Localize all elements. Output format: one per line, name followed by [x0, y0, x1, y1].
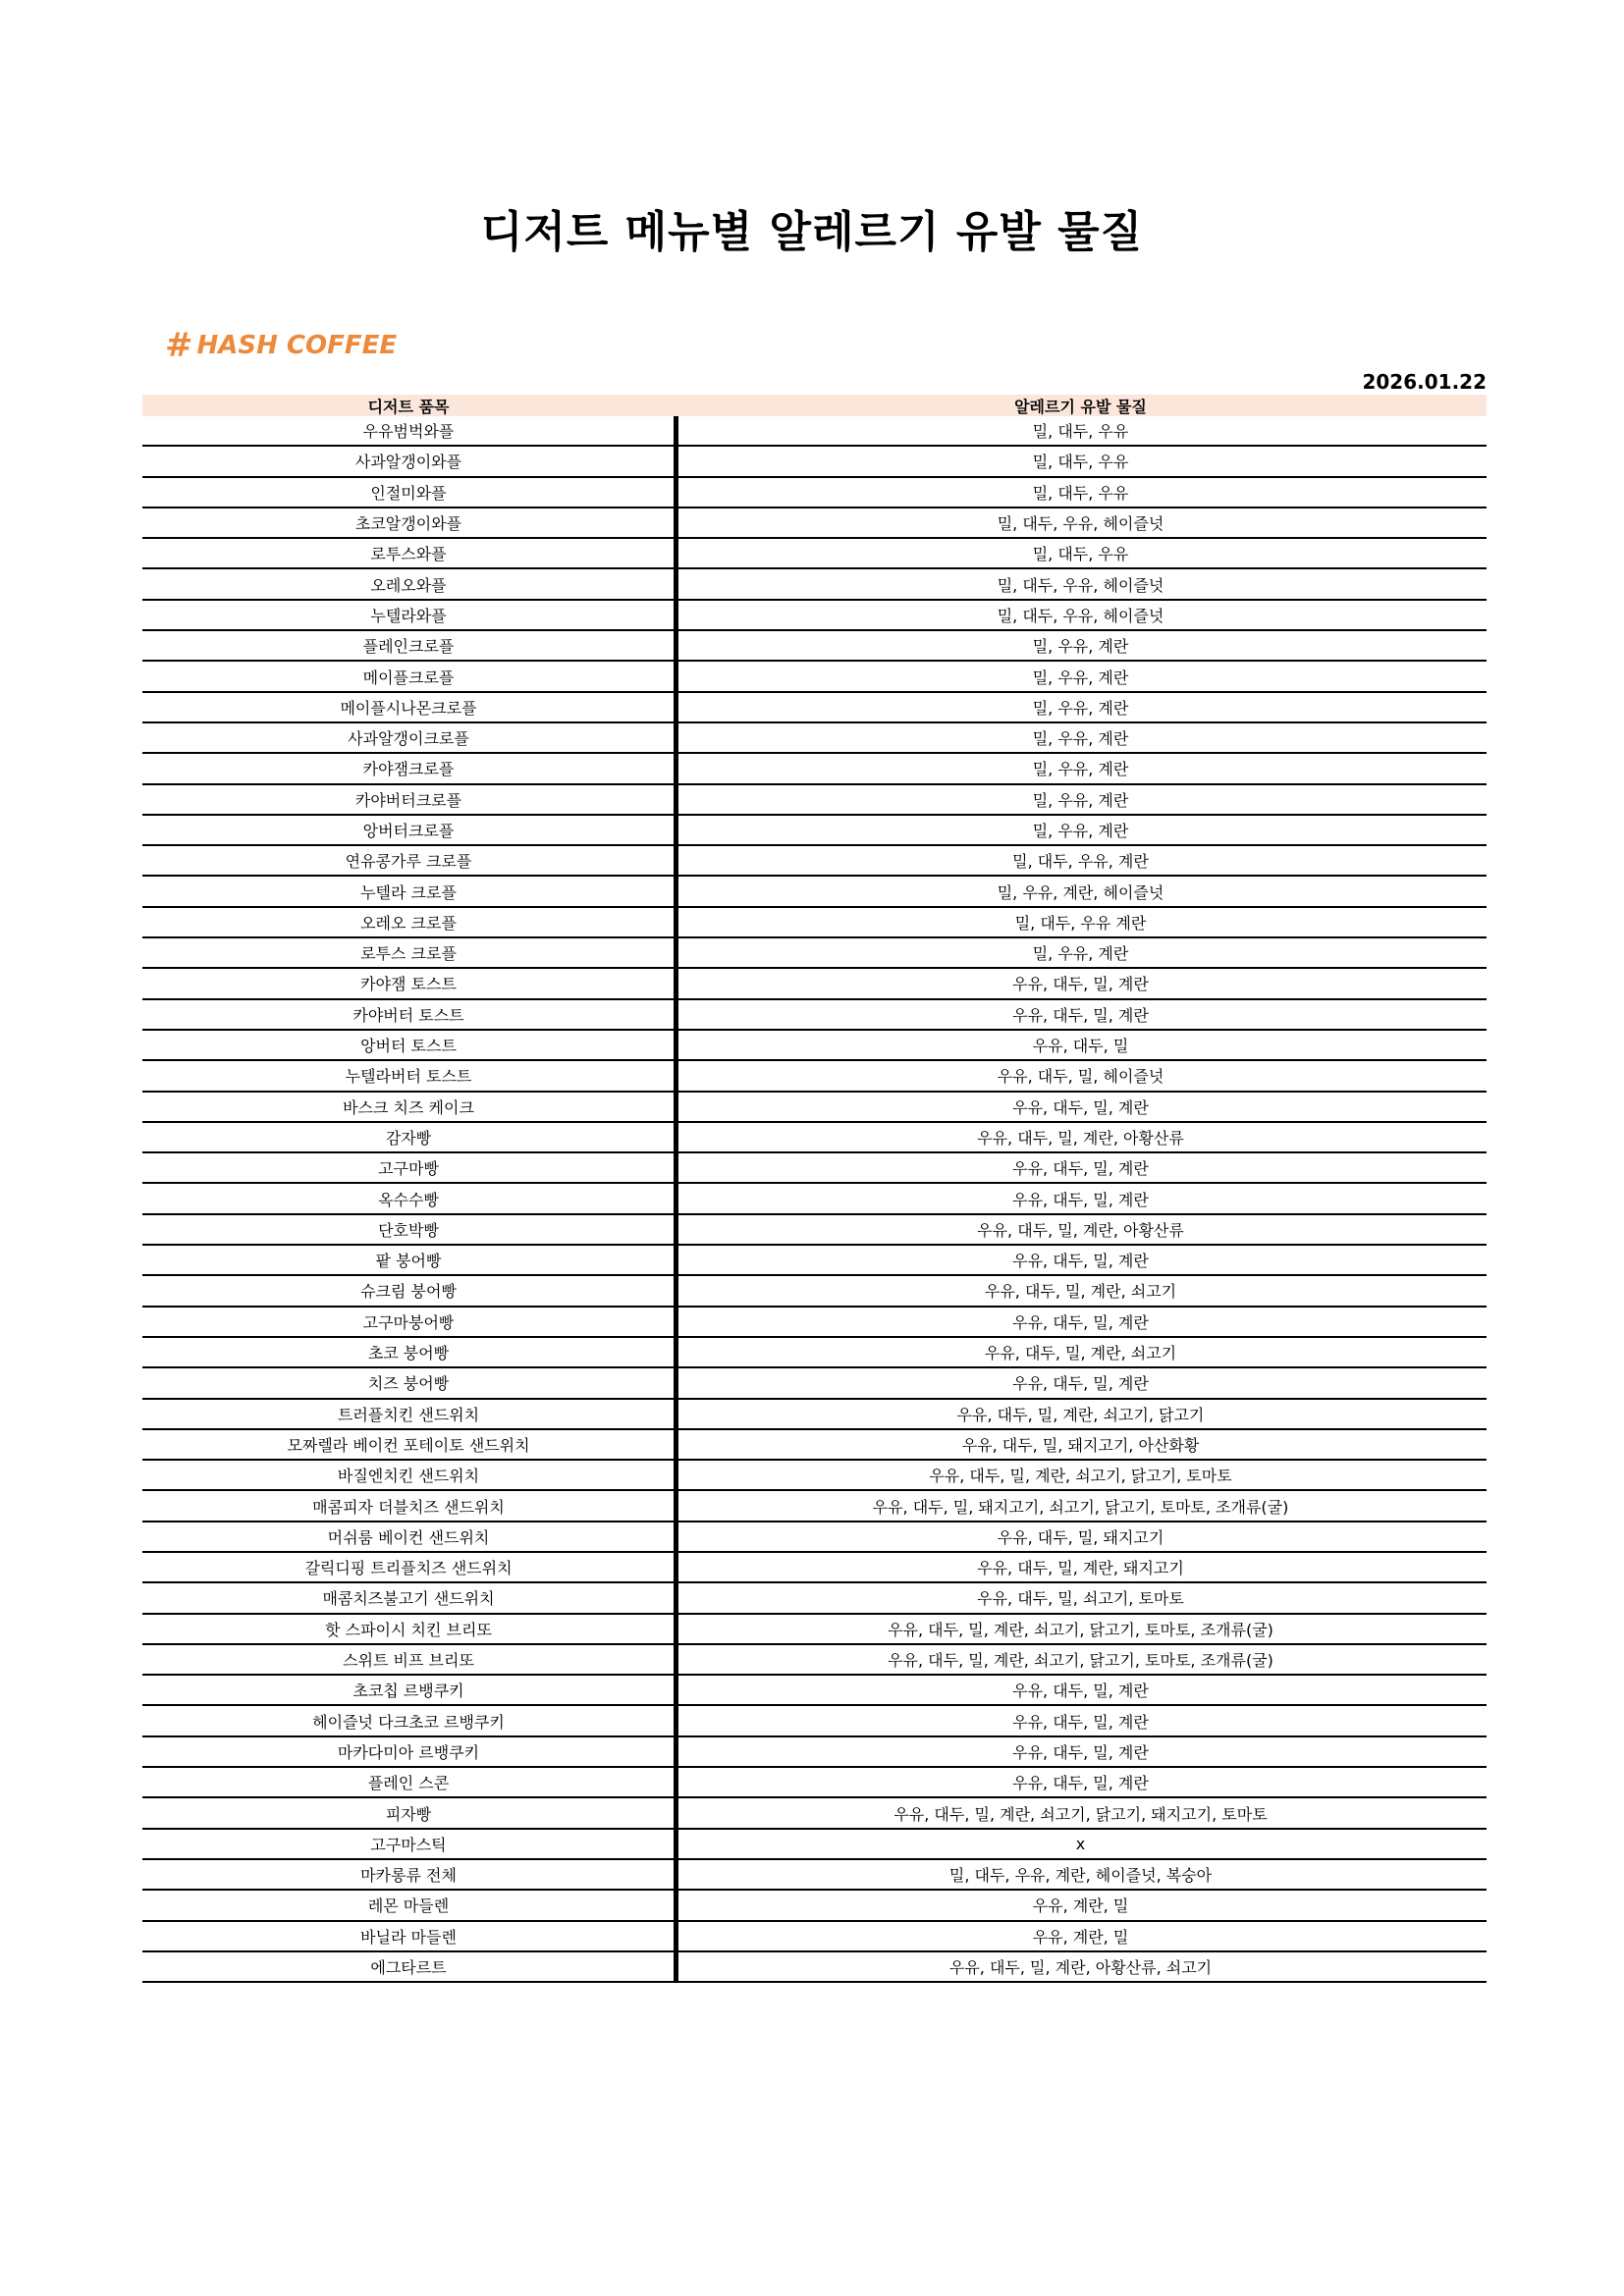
allergen-cell: 밀, 우유, 계란: [1032, 822, 1129, 840]
header-allergens: 알레르기 유발 물질: [1014, 397, 1147, 416]
table-row: [142, 601, 1487, 631]
dessert-item-cell: 매콤치즈불고기 샌드위치: [322, 1589, 495, 1609]
allergen-cell: 우유, 대두, 밀, 계란, 아황산류: [977, 1128, 1184, 1148]
table-body: [142, 416, 1487, 1983]
table-row: [142, 693, 1487, 723]
table-row: [142, 1860, 1487, 1891]
allergen-cell: 우유, 대두, 밀, 쇠고기, 토마토: [977, 1589, 1184, 1609]
dessert-item-cell: 고구마붕어빵: [362, 1312, 455, 1332]
dessert-item-cell: 고구마스틱: [370, 1835, 447, 1854]
dessert-item-cell: 매콤피자 더블치즈 샌드위치: [312, 1497, 505, 1517]
table-row: [142, 539, 1487, 569]
dessert-item-cell: 오레오와플: [370, 575, 447, 595]
table-row: [142, 1830, 1487, 1860]
dessert-item-cell: 인절미와플: [370, 483, 447, 503]
dessert-item-cell: 레몬 마들렌: [367, 1896, 450, 1916]
allergen-cell: 밀, 우유, 계란: [1032, 698, 1129, 718]
allergen-cell: 밀, 대두, 우유, 헤이즐넛: [997, 575, 1164, 595]
allergen-cell: 우유, 대두, 밀, 계란, 쇠고기, 닭고기, 토마토, 조개류(굴): [888, 1651, 1273, 1671]
table-row: [142, 1583, 1487, 1614]
dessert-item-cell: 피자빵: [385, 1804, 432, 1824]
dessert-item-cell: 초코알갱이와플: [354, 514, 462, 534]
dessert-item-cell: 바스크 치즈 케이크: [343, 1097, 474, 1117]
dessert-item-cell: 사과알갱이와플: [354, 453, 462, 472]
allergen-cell: 밀, 우유, 계란: [1032, 790, 1129, 810]
allergen-cell: 밀, 대두, 우유 계란: [1014, 913, 1147, 933]
table-row: [142, 1706, 1487, 1736]
allergen-cell: 밀, 대두, 우유, 헤이즐넛: [997, 514, 1164, 534]
allergen-cell: 밀, 대두, 우유: [1032, 483, 1129, 503]
table-row: [142, 1615, 1487, 1645]
dessert-item-cell: 바닐라 마들렌: [360, 1927, 457, 1947]
allergen-cell: 우유, 대두, 밀, 계란: [1012, 1097, 1149, 1117]
table-row: [142, 1676, 1487, 1706]
table-row: [142, 1461, 1487, 1491]
allergen-cell: 밀, 대두, 우유, 헤이즐넛: [997, 606, 1164, 625]
dessert-item-cell: 카야잼 토스트: [360, 975, 457, 994]
table-row: [142, 1798, 1487, 1829]
dessert-item-cell: 갈릭디핑 트리플치즈 샌드위치: [304, 1559, 513, 1578]
table-row: [142, 569, 1487, 600]
allergen-cell: 밀, 우유, 계란, 헤이즐넛: [997, 882, 1164, 902]
dessert-item-cell: 메이플크로플: [362, 667, 455, 687]
dessert-item-cell: 핫 스파이시 치킨 브리또: [325, 1620, 492, 1639]
document-date: 2026.01.22: [1362, 370, 1487, 394]
table-row: [142, 754, 1487, 784]
dessert-item-cell: 플레인 스콘: [367, 1774, 450, 1793]
table-row: [142, 1153, 1487, 1184]
allergen-cell: 우유, 대두, 밀, 돼지고기: [997, 1527, 1164, 1547]
allergen-cell: 우유, 대두, 밀: [1032, 1037, 1129, 1056]
table-row: [142, 785, 1487, 816]
dessert-item-cell: 초코 붕어빵: [367, 1344, 450, 1363]
table-row: [142, 1093, 1487, 1123]
dessert-item-cell: 메이플시나몬크로플: [340, 698, 477, 718]
allergen-table: [142, 395, 1487, 1983]
page-title: 디저트 메뉴별 알레르기 유발 물질: [480, 207, 1144, 257]
table-row: [142, 1645, 1487, 1676]
allergen-cell: 우유, 대두, 밀, 계란, 쇠고기: [984, 1282, 1177, 1302]
dessert-item-cell: 팥 붕어빵: [375, 1252, 442, 1271]
allergen-cell: 우유, 대두, 밀, 계란: [1012, 1682, 1149, 1701]
allergen-cell: 밀, 대두, 우유, 계란: [1012, 852, 1149, 872]
table-row: [142, 1000, 1487, 1031]
dessert-item-cell: 초코칩 르뱅쿠키: [352, 1682, 464, 1701]
dessert-item-cell: 트러플치킨 샌드위치: [337, 1405, 480, 1424]
table-row: [142, 1768, 1487, 1798]
table-row: [142, 1123, 1487, 1153]
allergen-cell: 우유, 대두, 밀, 돼지고기, 쇠고기, 닭고기, 토마토, 조개류(굴): [872, 1497, 1289, 1517]
allergen-cell: 우유, 대두, 밀, 계란: [1012, 975, 1149, 994]
allergen-cell: 밀, 우유, 계란: [1032, 637, 1129, 657]
table-row: [142, 1737, 1487, 1768]
dessert-item-cell: 고구마빵: [378, 1159, 439, 1179]
allergen-cell: 밀, 대두, 우유: [1032, 422, 1129, 442]
allergen-cell: 우유, 대두, 밀, 돼지고기, 아산화황: [961, 1435, 1200, 1455]
dessert-item-cell: 우유범벅와플: [362, 422, 455, 442]
dessert-item-cell: 카야버터 토스트: [352, 1005, 464, 1025]
table-row: [142, 846, 1487, 877]
allergen-cell: 우유, 대두, 밀, 계란, 쇠고기, 닭고기, 토마토: [929, 1467, 1232, 1486]
table-row: [142, 723, 1487, 754]
allergen-cell: 밀, 대두, 우유: [1032, 453, 1129, 472]
table-header: [142, 395, 1487, 416]
allergen-cell: 우유, 대두, 밀, 계란, 아황산류, 쇠고기: [948, 1957, 1213, 1977]
allergen-cell: 우유, 대두, 밀, 계란, 쇠고기, 닭고기, 돼지고기, 토마토: [893, 1804, 1268, 1824]
dessert-item-cell: 오레오 크로플: [360, 913, 457, 933]
dessert-item-cell: 로투스와플: [370, 545, 447, 564]
dessert-item-cell: 로투스 크로플: [360, 944, 457, 964]
allergen-cell: 우유, 대두, 밀, 계란, 돼지고기: [977, 1559, 1184, 1578]
table-row: [142, 877, 1487, 907]
hash-coffee-logo: [165, 326, 397, 365]
table-row: [142, 1922, 1487, 1952]
logo-text: HASH COFFEE: [196, 331, 398, 360]
dessert-item-cell: 단호박빵: [378, 1220, 439, 1240]
table-row: [142, 1891, 1487, 1921]
table-row: [142, 1184, 1487, 1214]
table-row: [142, 1522, 1487, 1553]
table-row: [142, 969, 1487, 999]
table-row: [142, 631, 1487, 662]
allergen-cell: 우유, 대두, 밀, 계란: [1012, 1005, 1149, 1025]
table-row: [142, 1308, 1487, 1338]
allergen-cell: 우유, 대두, 밀, 계란: [1012, 1252, 1149, 1271]
allergen-cell: 우유, 대두, 밀, 계란, 쇠고기, 닭고기: [956, 1405, 1205, 1424]
allergen-cell: 우유, 대두, 밀, 계란: [1012, 1712, 1149, 1732]
dessert-item-cell: 플레인크로플: [362, 637, 455, 657]
allergen-cell: 우유, 대두, 밀, 계란: [1012, 1312, 1149, 1332]
hash-icon: #: [165, 326, 193, 365]
dessert-item-cell: 누텔라와플: [370, 606, 447, 625]
allergen-cell: 우유, 계란, 밀: [1032, 1927, 1129, 1947]
allergen-cell: 우유, 대두, 밀, 계란, 쇠고기, 닭고기, 토마토, 조개류(굴): [888, 1620, 1273, 1639]
table-row: [142, 1246, 1487, 1276]
table-row: [142, 1215, 1487, 1246]
table-row: [142, 816, 1487, 846]
dessert-item-cell: 앙버터크로플: [362, 822, 455, 840]
column-divider: [674, 416, 678, 1983]
table-row: [142, 478, 1487, 508]
allergen-cell: 우유, 대두, 밀, 계란: [1012, 1374, 1149, 1394]
allergen-cell: 밀, 우유, 계란: [1032, 944, 1129, 964]
table-row: [142, 662, 1487, 692]
allergen-cell: 우유, 대두, 밀, 계란, 아황산류: [977, 1220, 1184, 1240]
dessert-item-cell: 앙버터 토스트: [360, 1037, 457, 1056]
dessert-item-cell: 치즈 붕어빵: [367, 1374, 450, 1394]
dessert-item-cell: 연유콩가루 크로플: [345, 852, 472, 872]
table-row: [142, 1031, 1487, 1061]
dessert-item-cell: 마카다미아 르뱅쿠키: [337, 1742, 480, 1762]
allergen-cell: 우유, 대두, 밀, 헤이즐넛: [997, 1067, 1164, 1087]
dessert-item-cell: 카야버터크로플: [354, 790, 462, 810]
dessert-item-cell: 머쉬룸 베이컨 샌드위치: [327, 1527, 490, 1547]
dessert-item-cell: 마카롱류 전체: [360, 1866, 457, 1886]
dessert-item-cell: 슈크림 붕어빵: [360, 1282, 457, 1302]
table-row: [142, 416, 1487, 447]
allergen-cell: 밀, 대두, 우유, 계란, 헤이즐넛, 복숭아: [948, 1866, 1213, 1886]
dessert-item-cell: 누텔라버터 토스트: [345, 1067, 472, 1087]
table-row: [142, 1491, 1487, 1522]
allergen-cell: 우유, 대두, 밀, 계란: [1012, 1159, 1149, 1179]
dessert-item-cell: 스위트 비프 브리또: [343, 1651, 474, 1671]
allergen-cell: 우유, 계란, 밀: [1032, 1896, 1129, 1916]
dessert-item-cell: 에그타르트: [370, 1957, 447, 1977]
table-row: [142, 1952, 1487, 1983]
allergen-cell: 우유, 대두, 밀, 계란: [1012, 1742, 1149, 1762]
table-row: [142, 1338, 1487, 1368]
dessert-item-cell: 누텔라 크로플: [360, 882, 457, 902]
header-dessert-item: 디저트 품목: [367, 397, 450, 416]
allergen-cell: 밀, 우유, 계란: [1032, 667, 1129, 687]
dessert-item-cell: 감자빵: [385, 1128, 432, 1148]
dessert-item-cell: 모짜렐라 베이컨 포테이토 샌드위치: [287, 1435, 530, 1455]
table-row: [142, 1368, 1487, 1399]
allergen-cell: 밀, 우유, 계란: [1032, 729, 1129, 749]
table-row: [142, 1430, 1487, 1461]
table-row: [142, 447, 1487, 477]
table-row: [142, 938, 1487, 969]
allergen-cell: 우유, 대두, 밀, 계란, 쇠고기: [984, 1344, 1177, 1363]
dessert-item-cell: 옥수수빵: [378, 1190, 439, 1209]
table-row: [142, 908, 1487, 938]
allergen-cell: 밀, 대두, 우유: [1032, 545, 1129, 564]
dessert-item-cell: 사과알갱이크로플: [348, 729, 469, 749]
table-row: [142, 508, 1487, 539]
allergen-cell: 밀, 우유, 계란: [1032, 760, 1129, 779]
table-row: [142, 1400, 1487, 1430]
dessert-item-cell: 헤이즐넛 다크초코 르뱅쿠키: [312, 1712, 505, 1732]
table-row: [142, 1553, 1487, 1583]
allergen-cell: 우유, 대두, 밀, 계란: [1012, 1774, 1149, 1793]
table-row: [142, 1061, 1487, 1092]
allergen-cell: x: [1075, 1834, 1086, 1853]
dessert-item-cell: 바질엔치킨 샌드위치: [337, 1467, 480, 1486]
allergen-cell: 우유, 대두, 밀, 계란: [1012, 1190, 1149, 1209]
table-row: [142, 1276, 1487, 1307]
dessert-item-cell: 카야잼크로플: [362, 760, 455, 779]
